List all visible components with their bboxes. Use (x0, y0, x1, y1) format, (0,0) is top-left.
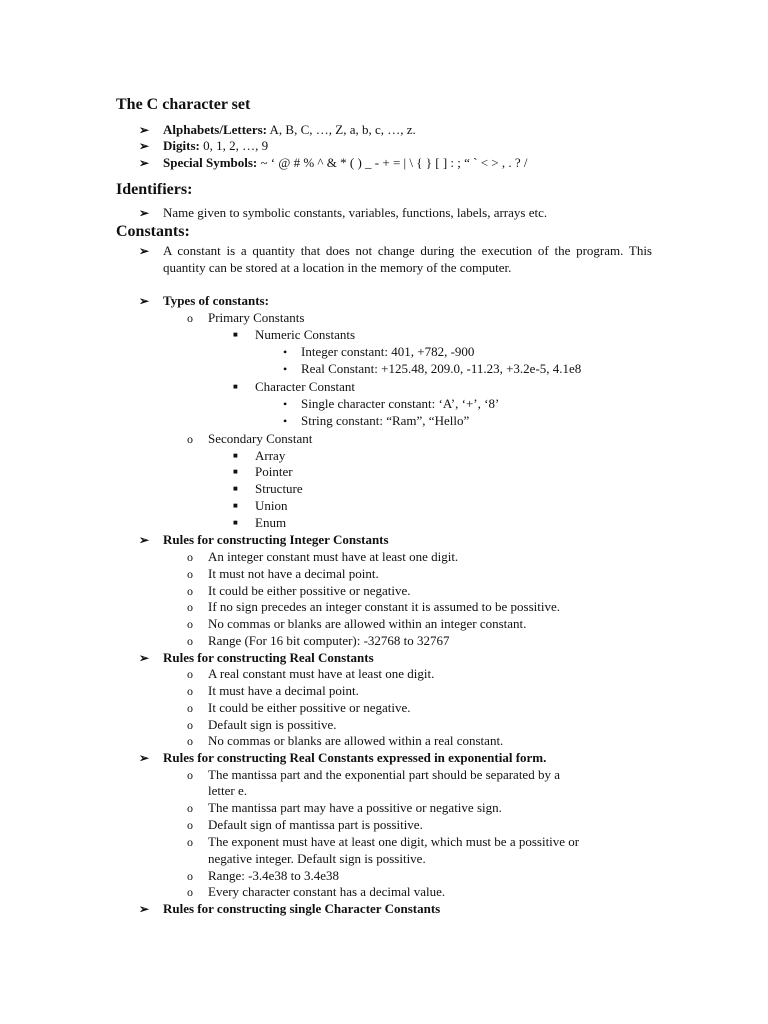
circle-bullet-icon: o (187, 634, 193, 648)
list-item: The mantissa part and the exponential part should be separated by a (208, 767, 560, 782)
integer-constant-example: Integer constant: 401, +782, -900 (301, 344, 475, 359)
arrow-bullet-icon: ➢ (139, 902, 150, 916)
square-bullet-icon: ■ (233, 467, 238, 476)
circle-bullet-icon: o (187, 835, 193, 849)
circle-bullet-icon: o (187, 311, 193, 325)
circle-bullet-icon: o (187, 869, 193, 883)
list-item: It could be either possitive or negative. (208, 700, 411, 715)
special-value: ~ ‘ @ # % ^ & * ( ) _ - + = | \ { } [ ] : ; “ ` < > , . ? / (260, 155, 528, 170)
heading-identifiers: Identifiers: (116, 181, 193, 198)
round-bullet-icon: • (283, 362, 288, 376)
list-item: No commas or blanks are allowed within a real constant. (208, 733, 504, 748)
real-constant-example: Real Constant: +125.48, 209.0, -11.23, +3.2e-5, 4.1e8 (301, 361, 582, 376)
list-item: Default sign is possitive. (208, 717, 337, 732)
arrow-bullet-icon: ➢ (139, 533, 150, 547)
list-item: A real constant must have at least one digit. (208, 666, 435, 681)
circle-bullet-icon: o (187, 432, 193, 446)
digits-value: 0, 1, 2, …, 9 (203, 138, 269, 153)
circle-bullet-icon: o (187, 801, 193, 815)
circle-bullet-icon: o (187, 885, 193, 899)
circle-bullet-icon: o (187, 818, 193, 832)
list-item: It must have a decimal point. (208, 683, 359, 698)
rules-single-char-heading: Rules for constructing single Character Constants (163, 901, 441, 916)
square-bullet-icon: ■ (233, 330, 238, 339)
list-item: Range (For 16 bit computer): -32768 to 32767 (208, 633, 450, 648)
round-bullet-icon: • (283, 414, 288, 428)
charset-digits (163, 138, 268, 155)
list-item: If no sign precedes an integer constant it is assumed to be possitive. (208, 599, 561, 614)
string-constant-example: String constant: “Ram”, “Hello” (301, 413, 470, 428)
arrow-bullet-icon: ➢ (139, 156, 150, 170)
square-bullet-icon: ■ (233, 501, 238, 510)
list-item: Enum (255, 515, 287, 530)
circle-bullet-icon: o (187, 667, 193, 681)
heading-charset: The C character set (116, 96, 251, 113)
circle-bullet-icon: o (187, 600, 193, 614)
square-bullet-icon: ■ (233, 484, 238, 493)
alphabets-label: Alphabets/Letters: (163, 122, 267, 137)
arrow-bullet-icon: ➢ (139, 651, 150, 665)
square-bullet-icon: ■ (233, 518, 238, 527)
constants-definition: A constant is a quantity that does not change during the execution of the program. This quantity can be stored at a location in the memory of the computer. (163, 243, 652, 275)
arrow-bullet-icon: ➢ (139, 294, 150, 308)
square-bullet-icon: ■ (233, 382, 238, 391)
charset-alphabets (163, 122, 416, 139)
charset-special (163, 155, 528, 172)
list-item: The exponent must have at least one digit, which must be a possitive or (208, 834, 580, 849)
list-item: It must not have a decimal point. (208, 566, 379, 581)
arrow-bullet-icon: ➢ (139, 139, 150, 153)
rules-integer-heading: Rules for constructing Integer Constants (163, 532, 389, 547)
list-item: Every character constant has a decimal value. (208, 884, 446, 899)
round-bullet-icon: • (283, 345, 288, 359)
square-bullet-icon: ■ (233, 451, 238, 460)
single-char-example: Single character constant: ‘A’, ‘+’, ‘8’ (301, 396, 500, 411)
identifiers-text: Name given to symbolic constants, variables, functions, labels, arrays etc. (163, 205, 548, 220)
digits-label: Digits: (163, 138, 200, 153)
list-item: Union (255, 498, 288, 513)
rules-real-heading: Rules for constructing Real Constants (163, 650, 374, 665)
list-item: Structure (255, 481, 303, 496)
circle-bullet-icon: o (187, 768, 193, 782)
character-constant: Character Constant (255, 379, 355, 394)
list-item: No commas or blanks are allowed within an integer constant. (208, 616, 527, 631)
arrow-bullet-icon: ➢ (139, 244, 150, 258)
circle-bullet-icon: o (187, 550, 193, 564)
arrow-bullet-icon: ➢ (139, 751, 150, 765)
numeric-constants: Numeric Constants (255, 327, 356, 342)
circle-bullet-icon: o (187, 684, 193, 698)
primary-constants: Primary Constants (208, 310, 305, 325)
circle-bullet-icon: o (187, 584, 193, 598)
heading-constants: Constants: (116, 223, 190, 240)
round-bullet-icon: • (283, 397, 288, 411)
list-item: Range: -3.4e38 to 3.4e38 (208, 868, 340, 883)
arrow-bullet-icon: ➢ (139, 123, 150, 137)
circle-bullet-icon: o (187, 734, 193, 748)
list-item: Default sign of mantissa part is possitive. (208, 817, 423, 832)
list-item-continuation: negative integer. Default sign is possitive. (208, 851, 426, 866)
arrow-bullet-icon: ➢ (139, 206, 150, 220)
circle-bullet-icon: o (187, 701, 193, 715)
alphabets-value: A, B, C, …, Z, a, b, c, …, z. (269, 122, 416, 137)
list-item-continuation: letter e. (208, 783, 247, 798)
special-label: Special Symbols: (163, 155, 258, 170)
circle-bullet-icon: o (187, 617, 193, 631)
circle-bullet-icon: o (187, 567, 193, 581)
rules-exp-heading: Rules for constructing Real Constants expressed in exponential form. (163, 750, 547, 765)
list-item: The mantissa part may have a possitive or negative sign. (208, 800, 502, 815)
list-item: Array (255, 448, 286, 463)
list-item: Pointer (255, 464, 293, 479)
secondary-constant: Secondary Constant (208, 431, 313, 446)
list-item: An integer constant must have at least one digit. (208, 549, 459, 564)
circle-bullet-icon: o (187, 718, 193, 732)
list-item: It could be either possitive or negative. (208, 583, 411, 598)
types-heading: Types of constants: (163, 293, 269, 308)
